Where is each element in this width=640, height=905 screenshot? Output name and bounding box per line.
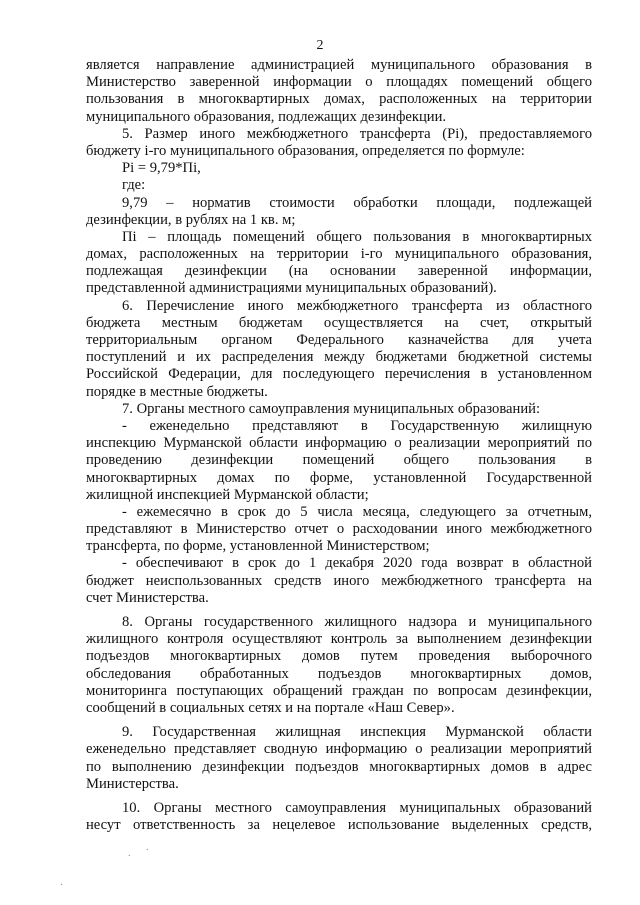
paragraph: [86, 401, 592, 607]
scan-mark: ·: [60, 880, 64, 891]
text-line: подлежащая дезинфекции (на основании заверенной информации,: [86, 263, 592, 280]
text-line: территориальным органом Федерального казначейства для учета: [86, 332, 592, 348]
text-line: порядке в местные бюджеты.: [86, 383, 268, 400]
text-line: еженедельно представляет сводную информацию о реализации мероприятий: [86, 741, 592, 758]
text-line: Министерства.: [86, 775, 179, 792]
text-line: - еженедельно представляют в Государственную жилищную: [122, 417, 592, 434]
paragraph: [86, 614, 592, 717]
text-line: 6. Перечисление иного межбюджетного трансферта из областного: [122, 297, 592, 314]
text-line: Министерство заверенной информации о площадях помещений общего: [86, 74, 592, 91]
text-line: представляют в Министерство отчет о расходовании иного межбюджетного: [86, 521, 592, 538]
paragraph: [86, 298, 592, 401]
text-line: трансферта, по форме, установленной Министерством;: [86, 538, 430, 555]
text-line: бюджету i-го муниципального образования, определяется по формуле:: [86, 142, 525, 159]
text-line: Пi – площадь помещений общего пользования в многоквартирных: [122, 228, 592, 245]
text-line: - обеспечивают в срок до 1 декабря 2020 года возврат в областной: [122, 555, 592, 572]
text-line: проведению дезинфекции помещений общего пользования в: [86, 452, 592, 469]
text-line: обследования обработанных подъездов многоквартирных домов,: [86, 665, 592, 682]
paragraph: [86, 800, 592, 834]
text-line: 7. Органы местного самоуправления муниципальных образований:: [122, 400, 541, 417]
text-line: пользования в многоквартирных домах, расположенных на территории: [86, 91, 592, 108]
text-line: домах, расположенных на территории i-го муниципального образования,: [86, 246, 592, 263]
text-line: - ежемесячно в срок до 5 числа месяца, следующего за отчетным,: [122, 503, 592, 520]
text-line: 10. Органы местного самоуправления муниципальных образований: [122, 799, 592, 816]
text-line: где:: [122, 177, 146, 194]
scan-mark: .: [146, 842, 149, 853]
text-line: 8. Органы государственного жилищного надзора и муниципального: [122, 614, 592, 630]
text-line: муниципального образования, подлежащих дезинфекции.: [86, 108, 447, 125]
paragraph-gap: [86, 793, 592, 800]
scan-mark: .: [128, 848, 131, 859]
text-line: является направление администрацией муниципального образования в: [86, 57, 592, 73]
text-line: 9,79 – норматив стоимости обработки площади, подлежащей: [122, 194, 592, 211]
text-line: жилищной инспекцией Мурманской области;: [86, 486, 369, 503]
text-line: подъездов многоквартирных домов путем проведения выборочного: [86, 648, 592, 665]
document-body: [86, 57, 592, 834]
text-line: Рi = 9,79*Пi,: [122, 160, 201, 177]
text-line: жилищного контроля осуществляют контроль за выполнением дезинфекции: [86, 631, 592, 648]
text-line: инспекцию Мурманской области информацию о реализации мероприятий по: [86, 435, 592, 452]
paragraph-gap: [86, 717, 592, 724]
text-line: 5. Размер иного межбюджетного трансферта (Рi), предоставляемого: [122, 125, 592, 142]
text-line: бюджет неиспользованных средств иного межбюджетного трансферта на: [86, 572, 592, 589]
text-line: дезинфекции, в рублях на 1 кв. м;: [86, 211, 296, 228]
paragraph: [86, 57, 592, 126]
text-line: многоквартирных домах по форме, установленной Государственной: [86, 469, 592, 486]
text-line: 9. Государственная жилищная инспекция Мурманской области: [122, 724, 592, 741]
text-line: представленной администрациями муниципальных образований).: [86, 280, 497, 297]
text-line: Российской Федерации, для последующего перечисления в установленном: [86, 366, 592, 383]
page-number: 2: [316, 38, 324, 53]
text-line: поступлений и их распределения между бюджетами бюджетной системы: [86, 349, 592, 366]
text-line: по выполнению дезинфекции подъездов многоквартирных домов в адрес: [86, 758, 592, 775]
paragraph-gap: [86, 607, 592, 614]
text-line: мониторинга поступающих обращений граждан по вопросам дезинфекции,: [86, 682, 592, 699]
text-line: несут ответственность за нецелевое использование выделенных средств,: [86, 817, 592, 834]
paragraph: [86, 724, 592, 793]
text-line: счет Министерства.: [86, 589, 209, 606]
paragraph: [86, 126, 592, 298]
text-line: сообщений в социальных сетях и на портале «Наш Север».: [86, 699, 455, 716]
text-line: бюджета местным бюджетам осуществляется на счет, открытый: [86, 314, 592, 331]
